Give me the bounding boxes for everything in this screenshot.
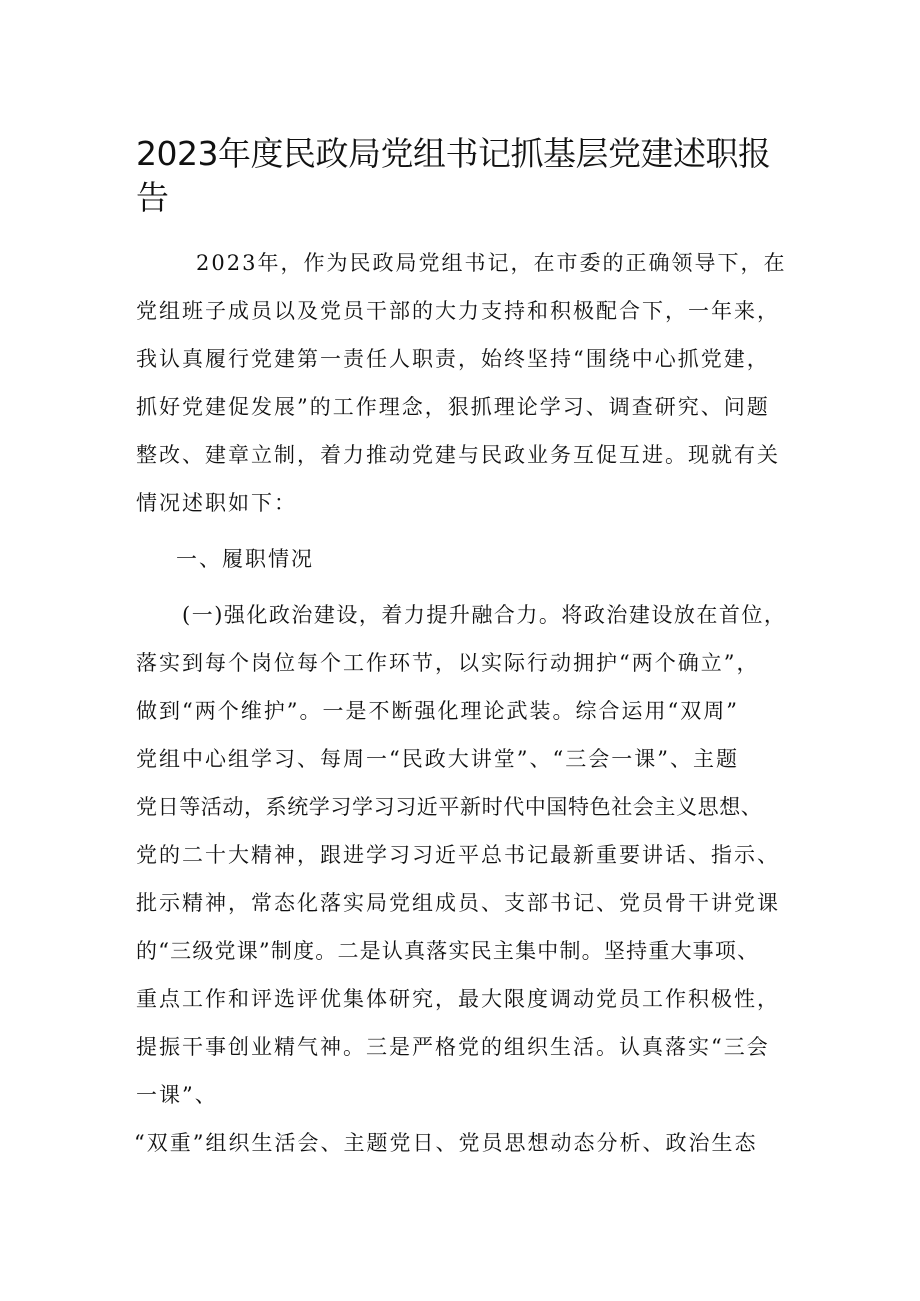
paragraph-line: “双重”组织生活会、主题党日、党员思想动态分析、政治生态	[134, 1131, 758, 1155]
paragraph-line: 党的二十大精神，跟进学习习近平总书记最新重要讲话、指示、	[136, 843, 780, 867]
document-title: 2023年度民政局党组书记抓基层党建述职报告	[136, 134, 771, 217]
paragraph-line: 党组班子成员以及党员干部的大力支持和积极配合下，一年来，	[136, 299, 780, 323]
paragraph-line: 提振干事创业精气神。三是严格党的组织生活。认真落实“三会	[136, 1035, 770, 1059]
paragraph-line: 批示精神，常态化落实局党组成员、支部书记、党员骨干讲党课	[136, 891, 780, 915]
paragraph-line: (一)强化政治建设，着力提升融合力。将政治建设放在首位，	[182, 603, 787, 627]
section-heading: 一、履职情况	[176, 547, 314, 571]
paragraph-line: 做到“两个维护”。一是不断强化理论武装。综合运用“双周”	[136, 699, 739, 723]
paragraph-line: 2023年，作为民政局党组书记，在市委的正确领导下，在	[196, 251, 787, 275]
paragraph-line: 一课”、	[136, 1083, 218, 1107]
paragraph-line: 情况述职如下：	[136, 491, 297, 515]
paragraph-line: 抓好党建促发展”的工作理念，狠抓理论学习、调查研究、问题	[136, 395, 770, 419]
paragraph-line: 的“三级党课”制度。二是认真落实民主集中制。坚持重大事项、	[136, 939, 760, 963]
paragraph-line: 整改、建章立制，着力推动党建与民政业务互促互进。现就有关	[136, 443, 780, 467]
paragraph-line: 党组中心组学习、每周一“民政大讲堂”、“三会一课”、主题	[136, 747, 739, 771]
paragraph-line: 重点工作和评选评优集体研究，最大限度调动党员工作积极性，	[136, 987, 780, 1011]
paragraph-line: 党日等活动，系统学习学习习近平新时代中国特色社会主义思想、	[136, 795, 763, 819]
paragraph-line: 我认真履行党建第一责任人职责，始终坚持“围绕中心抓党建，	[136, 347, 770, 371]
paragraph-line: 落实到每个岗位每个工作环节，以实际行动拥护“两个确立”，	[136, 651, 760, 675]
